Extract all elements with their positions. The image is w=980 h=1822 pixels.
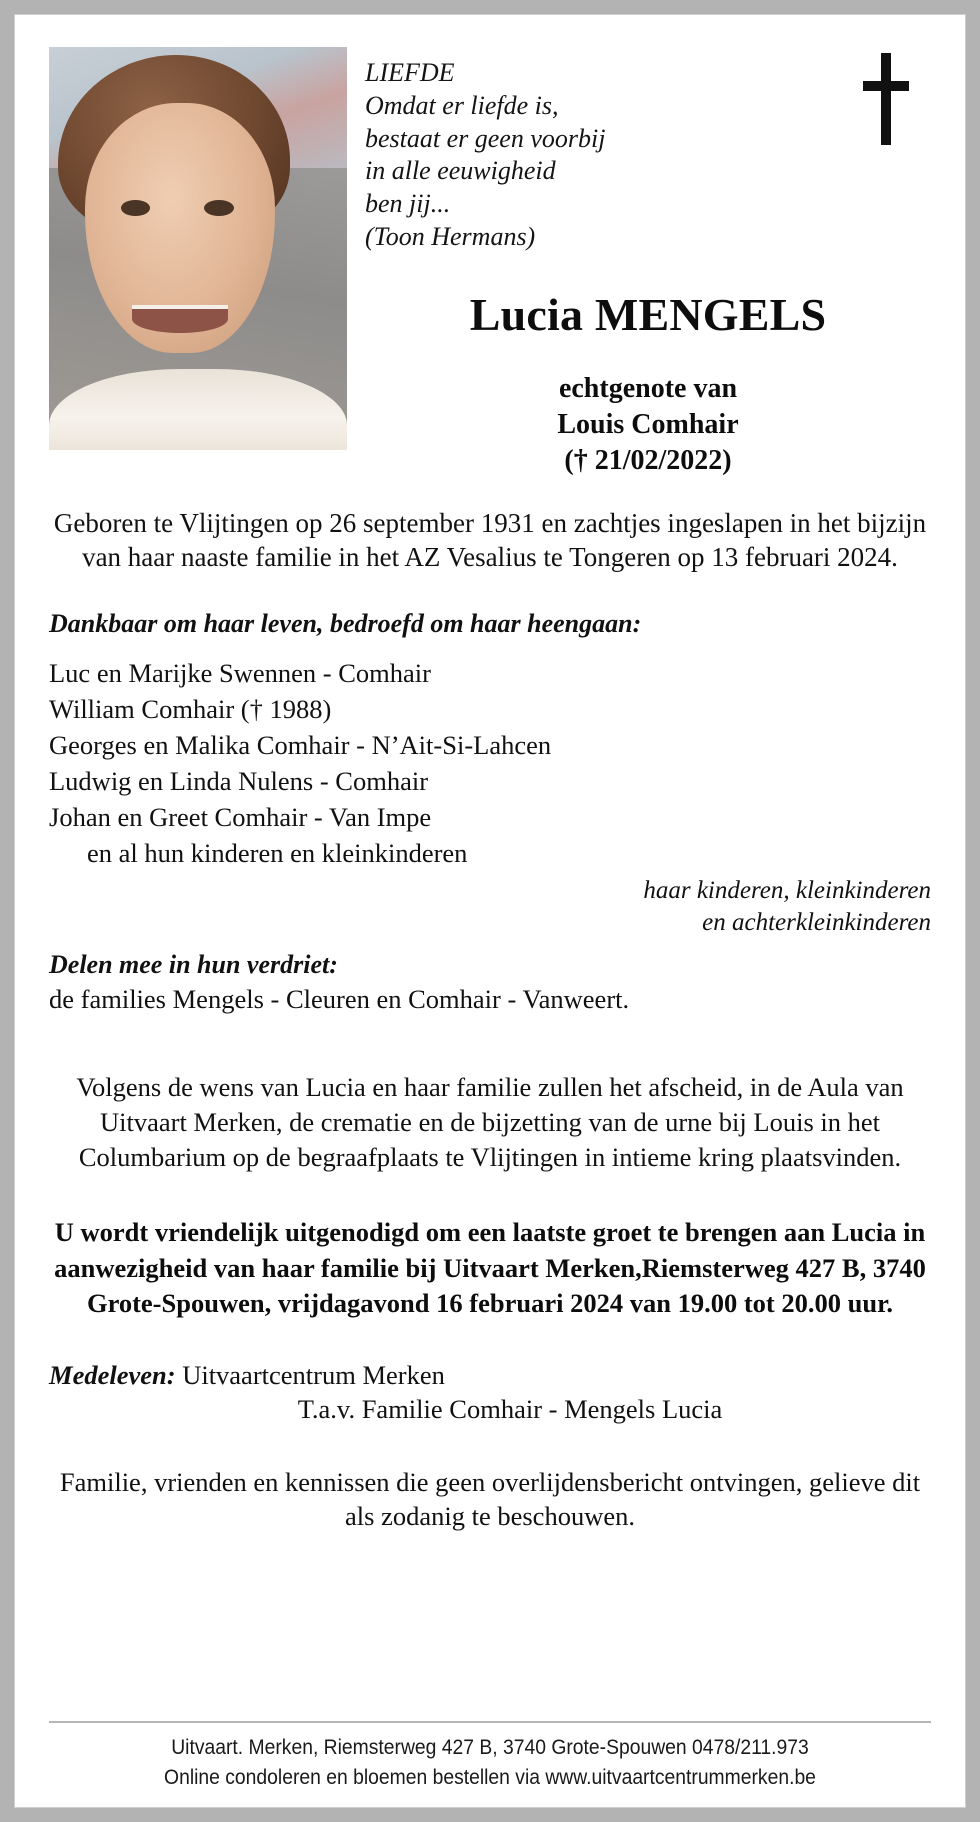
spouse-death-date: († 21/02/2022) bbox=[564, 445, 732, 477]
sympathy-line-2: T.a.v. Familie Comhair - Mengels Lucia bbox=[297, 1394, 723, 1425]
sympathy-block bbox=[49, 1358, 931, 1427]
memorial-card bbox=[14, 14, 966, 1808]
grandchildren-line-2: en achterkleinkinderen bbox=[702, 909, 931, 937]
condolence-families: de families Mengels - Cleuren en Comhair - Vanweert. bbox=[49, 983, 630, 1014]
header-text-column bbox=[347, 47, 931, 480]
poem-line-1: Omdat er liefde is, bbox=[365, 90, 559, 120]
sympathy-label: Medeleven: bbox=[49, 1359, 176, 1390]
general-notice: Familie, vrienden en kennissen die geen overlijdensbericht ontvingen, gelieve dit als zodanig te beschouwen. bbox=[59, 1466, 921, 1532]
portrait-mouth bbox=[132, 305, 227, 333]
footer-website-line: Online condoleren en bloemen bestellen via www.uitvaartcentrummerken.be bbox=[164, 1766, 816, 1790]
family-members-extra: en al hun kinderen en kleinkinderen bbox=[87, 837, 468, 868]
footer-address-line: Uitvaart. Merken, Riemsterweg 427 B, 3740 Grote-Spouwen 0478/211.973 bbox=[171, 1736, 809, 1760]
poem-line-3: in alle eeuwigheid bbox=[365, 156, 556, 186]
grandchildren-line-1: haar kinderen, kleinkinderen bbox=[643, 876, 931, 904]
grandchildren-attribution bbox=[49, 875, 931, 940]
spouse-block bbox=[365, 371, 931, 480]
family-heading: Dankbaar om haar leven, bedroefd om haar heengaan: bbox=[49, 608, 642, 638]
sympathy-line-1 bbox=[49, 1358, 931, 1392]
latin-cross-icon bbox=[859, 53, 913, 145]
card-header bbox=[49, 47, 931, 480]
spouse-relation-label: echtgenote van bbox=[558, 372, 738, 404]
list-item: Johan en Greet Comhair - Van Impe bbox=[49, 801, 432, 832]
portrait-eye-right bbox=[204, 200, 234, 216]
ceremony-paragraph: Volgens de wens van Lucia en haar familie zullen het afscheid, in de Aula van Uitvaart Merken, de crematie en de bijzetting van de urne bij Louis in het Columbarium op de begraafplaats te Vlijtingen in intieme kring plaatsvinden. bbox=[76, 1072, 904, 1173]
deceased-name: Lucia MENGELS bbox=[469, 288, 827, 340]
list-item: Ludwig en Linda Nulens - Comhair bbox=[49, 765, 429, 796]
poem-block bbox=[365, 47, 931, 254]
list-item: William Comhair († 1988) bbox=[49, 693, 332, 724]
list-item: Georges en Malika Comhair - N’Ait-Si-Lahcen bbox=[49, 729, 552, 760]
footer-contact bbox=[84, 1723, 895, 1807]
poem-author: (Toon Hermans) bbox=[365, 221, 536, 251]
cross-vertical-bar bbox=[881, 53, 891, 145]
poem-title: LIEFDE bbox=[365, 58, 455, 87]
family-members-list bbox=[49, 655, 931, 871]
condolence-heading: Delen mee in hun verdriet: bbox=[49, 949, 338, 979]
sympathy-value: Uitvaartcentrum Merken bbox=[182, 1359, 445, 1390]
biography-paragraph: Geboren te Vlijtingen op 26 september 1931 en zachtjes ingeslapen in het bijzijn van haar naaste familie in het AZ Vesalius te Tongeren op 13 februari 2024. bbox=[53, 507, 927, 573]
poem-line-4: ben jij... bbox=[365, 189, 451, 218]
cross-horizontal-bar bbox=[863, 81, 909, 91]
spouse-name: Louis Comhair bbox=[557, 408, 739, 440]
poem-line-2: bestaat er geen voorbij bbox=[365, 123, 606, 153]
portrait-photo bbox=[49, 47, 347, 450]
invitation-paragraph: U wordt vriendelijk uitgenodigd om een laatste groet te brengen aan Lucia in aanwezigheid van haar familie bij Uitvaart Merken,Riemsterweg 427 B, 3740 Grote-Spouwen, vrijdagavond 16 februari 2024 van 19.00 tot 20.00 uur. bbox=[54, 1217, 926, 1319]
list-item: Luc en Marijke Swennen - Comhair bbox=[49, 657, 431, 688]
